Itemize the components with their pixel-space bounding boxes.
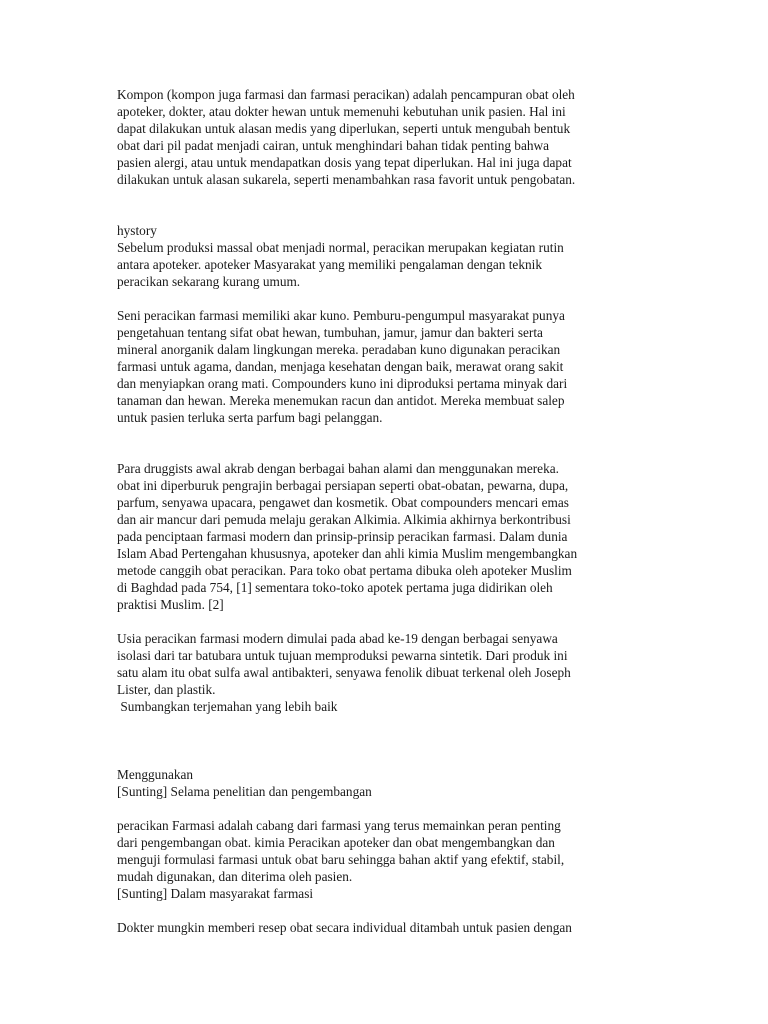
- text-line: Dokter mungkin memberi resep obat secara individual ditambah untuk pasien dengan: [117, 920, 572, 935]
- text-line: tanaman dan hewan. Mereka menemukan racun dan antidot. Mereka membuat salep: [117, 393, 565, 408]
- subsection-heading: [Sunting] Selama penelitian dan pengembangan: [117, 784, 372, 799]
- text-line: Kompon (kompon juga farmasi dan farmasi peracikan) adalah pencampuran obat oleh: [117, 87, 575, 102]
- text-line: antara apoteker. apoteker Masyarakat yang memiliki pengalaman dengan teknik: [117, 257, 542, 272]
- text-line: apoteker, dokter, atau dokter hewan untuk memenuhi kebutuhan unik pasien. Hal ini: [117, 104, 566, 119]
- text-line: Sebelum produksi massal obat menjadi normal, peracikan merupakan kegiatan rutin: [117, 240, 564, 255]
- text-line: isolasi dari tar batubara untuk tujuan memproduksi pewarna sintetik. Dari produk ini: [117, 648, 568, 663]
- paragraph-research: [117, 817, 662, 902]
- paragraph-druggists: [117, 460, 662, 613]
- section-heading: Menggunakan: [117, 767, 194, 782]
- text-line: Lister, dan plastik.: [117, 682, 216, 697]
- spacer: [117, 715, 662, 766]
- paragraph-history: [117, 222, 662, 290]
- spacer: [117, 290, 662, 307]
- text-line: praktisi Muslim. [2]: [117, 597, 224, 612]
- text-line: Para druggists awal akrab dengan berbagai bahan alami dan menggunakan mereka.: [117, 461, 559, 476]
- text-line: parfum, senyawa upacara, pengawet dan kosmetik. Obat compounders mencari emas: [117, 495, 569, 510]
- text-line: di Baghdad pada 754, [1] sementara toko-toko apotek pertama juga didirikan oleh: [117, 580, 553, 595]
- text-line: pada penciptaan farmasi modern dan prinsip-prinsip peracikan farmasi. Dalam dunia: [117, 529, 568, 544]
- text-line: mineral anorganik dalam lingkungan mereka. peradaban kuno digunakan peracikan: [117, 342, 561, 357]
- text-line: dapat dilakukan untuk alasan medis yang diperlukan, seperti untuk mengubah bentuk: [117, 121, 571, 136]
- spacer: [117, 902, 662, 919]
- spacer: [117, 800, 662, 817]
- document-page: [117, 86, 662, 936]
- text-line: untuk pasien terluka serta parfum bagi pelanggan.: [117, 410, 383, 425]
- paragraph-intro: [117, 86, 662, 188]
- subsection-heading: [Sunting] Dalam masyarakat farmasi: [117, 886, 314, 901]
- text-line: dari pengembangan obat. kimia Peracikan apoteker dan obat mengembangkan dan: [117, 835, 555, 850]
- text-line: pasien alergi, atau untuk mendapatkan dosis yang tepat diperlukan. Hal ini juga dapat: [117, 155, 572, 170]
- paragraph-ancient: [117, 307, 662, 426]
- text-line: Islam Abad Pertengahan khususnya, apoteker dan ahli kimia Muslim mengembangkan: [117, 546, 578, 561]
- text-line: farmasi untuk agama, dandan, menjaga kesehatan dengan baik, merawat orang sakit: [117, 359, 564, 374]
- text-line: dan air mancur dari pemuda melaju gerakan Alkimia. Alkimia akhirnya berkontribusi: [117, 512, 571, 527]
- spacer: [117, 426, 662, 460]
- contribute-translation-text: Sumbangkan terjemahan yang lebih baik: [117, 699, 338, 714]
- text-line: pengetahuan tentang sifat obat hewan, tumbuhan, jamur, jamur dan bakteri serta: [117, 325, 543, 340]
- section-heading: hystory: [117, 223, 157, 238]
- text-line: peracikan sekarang kurang umum.: [117, 274, 301, 289]
- text-line: dilakukan untuk alasan sukarela, seperti menambahkan rasa favorit untuk pengobatan.: [117, 172, 576, 187]
- text-line: satu alam itu obat sulfa awal antibakteri, senyawa fenolik dibuat terkenal oleh Joseph: [117, 665, 571, 680]
- text-line: mudah digunakan, dan diterima oleh pasien.: [117, 869, 353, 884]
- text-line: Seni peracikan farmasi memiliki akar kuno. Pemburu-pengumpul masyarakat punya: [117, 308, 565, 323]
- spacer: [117, 613, 662, 630]
- paragraph-modern: [117, 630, 662, 715]
- text-line: dan menyiapkan orang mati. Compounders kuno ini diproduksi pertama minyak dari: [117, 376, 568, 391]
- text-line: Usia peracikan farmasi modern dimulai pada abad ke-19 dengan berbagai senyawa: [117, 631, 558, 646]
- paragraph-usage: [117, 766, 662, 800]
- spacer: [117, 188, 662, 222]
- text-line: obat dari pil padat menjadi cairan, untuk menghindari bahan tidak penting bahwa: [117, 138, 550, 153]
- text-line: metode canggih obat peracikan. Para toko obat pertama dibuka oleh apoteker Muslim: [117, 563, 572, 578]
- paragraph-doctor: [117, 919, 662, 936]
- text-line: menguji formulasi farmasi untuk obat baru sehingga bahan aktif yang efektif, stabil,: [117, 852, 565, 867]
- text-line: peracikan Farmasi adalah cabang dari farmasi yang terus memainkan peran penting: [117, 818, 561, 833]
- text-line: obat ini diperburuk pengrajin berbagai persiapan seperti obat-obatan, pewarna, dupa,: [117, 478, 569, 493]
